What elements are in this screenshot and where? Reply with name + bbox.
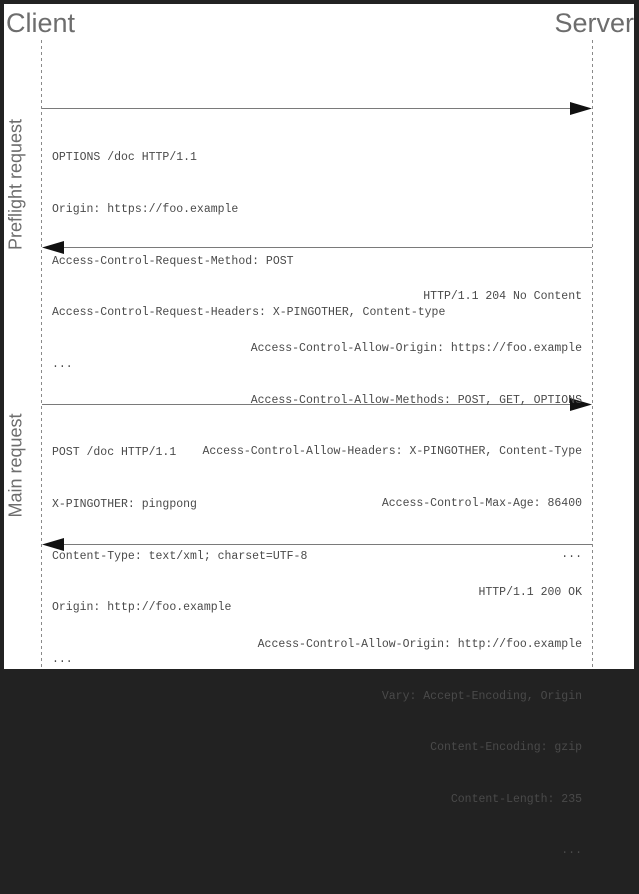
header-line: ... bbox=[561, 548, 582, 562]
header-line: Content-Encoding: gzip bbox=[430, 741, 582, 755]
header-line: Access-Control-Allow-Headers: X-PINGOTHER, Content-Type bbox=[202, 445, 582, 459]
header-line: Content-Type: text/xml; charset=UTF-8 bbox=[52, 549, 308, 563]
arrow-preflight-request bbox=[42, 102, 592, 115]
section-label-preflight: Preflight request bbox=[5, 118, 26, 251]
client-title: Client bbox=[6, 8, 76, 38]
header-line: Access-Control-Allow-Methods: POST, GET, OPTIONS bbox=[250, 393, 582, 407]
header-line: Access-Control-Max-Age: 86400 bbox=[381, 496, 582, 510]
header-line: HTTP/1.1 200 OK bbox=[478, 586, 582, 600]
header-line: ... bbox=[52, 357, 73, 371]
header-line: Access-Control-Allow-Origin: https://foo.example bbox=[250, 342, 582, 356]
header-line: X-PINGOTHER: pingpong bbox=[52, 498, 197, 512]
header-line: HTTP/1.1 204 No Content bbox=[423, 290, 582, 304]
header-line: Origin: https://foo.example bbox=[52, 203, 239, 217]
header-line: ... bbox=[561, 844, 582, 858]
header-line: Origin: http://foo.example bbox=[52, 601, 232, 615]
section-label-main: Main request bbox=[5, 413, 26, 518]
header-line: Vary: Accept-Encoding, Origin bbox=[381, 689, 582, 703]
header-line: OPTIONS /doc HTTP/1.1 bbox=[52, 151, 197, 165]
header-line: Access-Control-Request-Method: POST bbox=[52, 254, 294, 268]
main-response-headers bbox=[258, 550, 582, 894]
header-line: ... bbox=[52, 652, 73, 666]
sequence-diagram bbox=[4, 4, 634, 858]
header-line: Content-Length: 235 bbox=[450, 792, 582, 806]
header-line: POST /doc HTTP/1.1 bbox=[52, 446, 177, 460]
server-title: Server bbox=[554, 8, 634, 38]
header-line: Access-Control-Allow-Origin: http://foo.example bbox=[257, 638, 582, 652]
header-line: Access-Control-Request-Headers: X-PINGOTHER, Content-type bbox=[52, 306, 446, 320]
arrowhead-right-icon bbox=[570, 102, 592, 115]
